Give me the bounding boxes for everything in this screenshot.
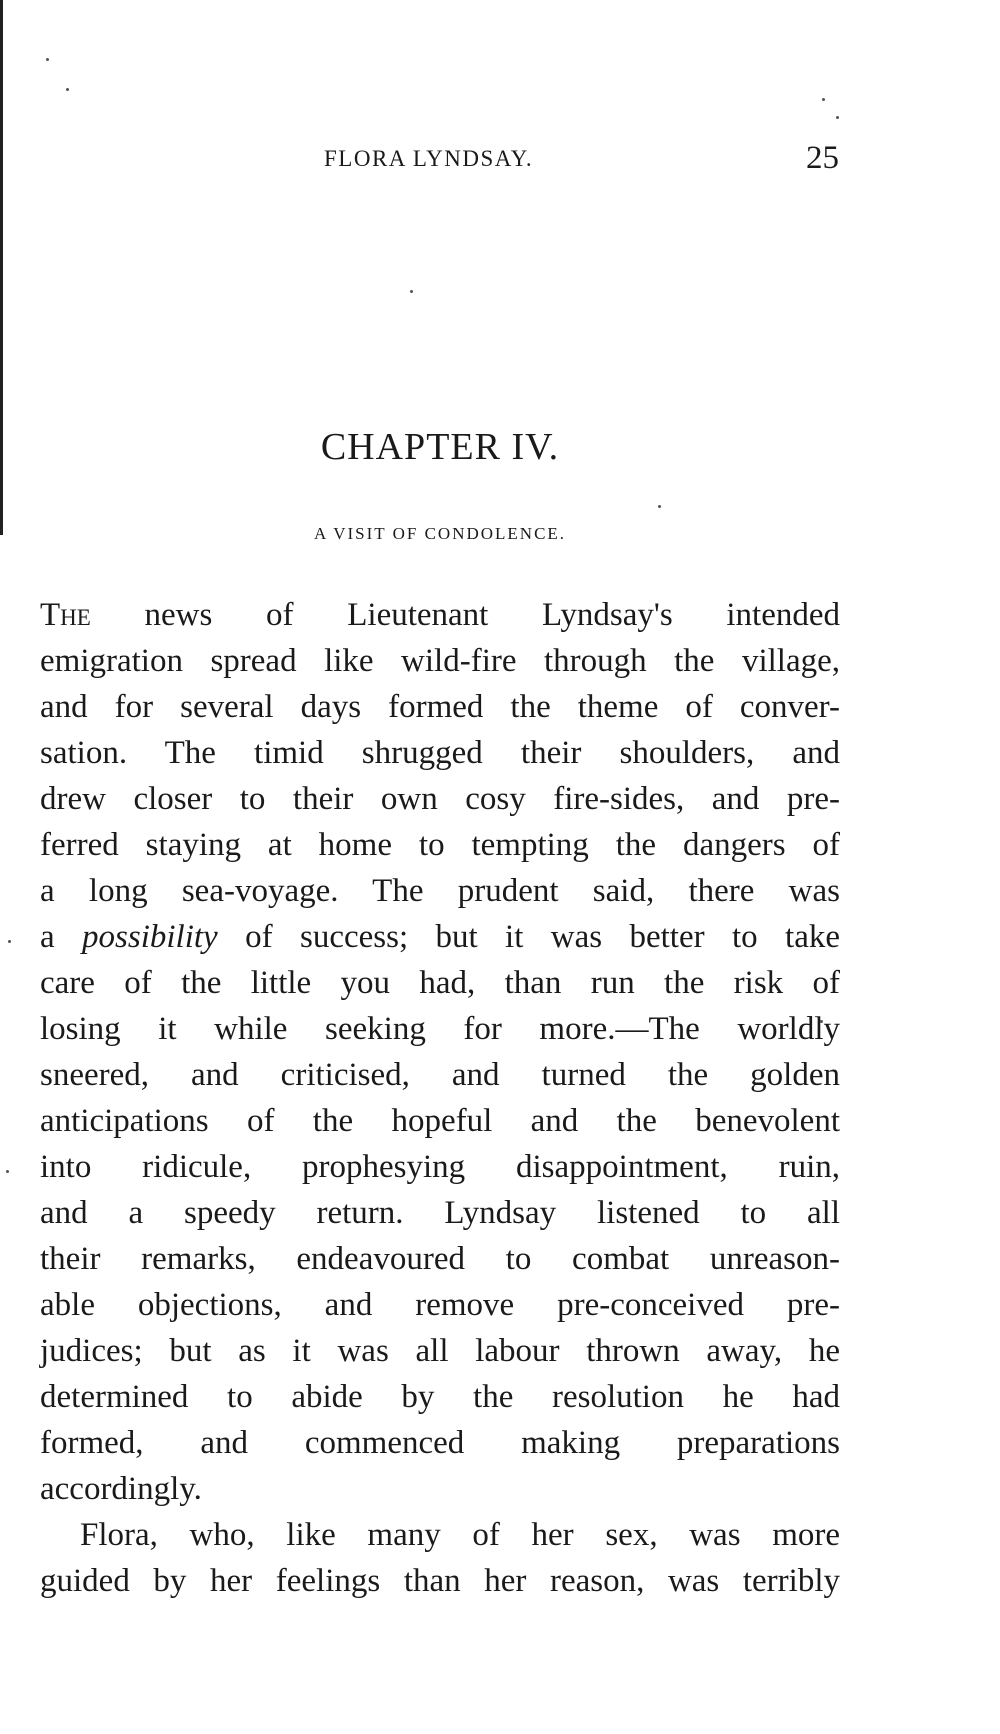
text-line: Flora, who, like many of her sex, was more <box>80 1517 840 1553</box>
scan-speck <box>46 58 49 61</box>
text-line: emigration spread like wild-fire through the village, <box>40 643 840 679</box>
body-text <box>40 592 840 1604</box>
text-fragment: of success; but it was better to take <box>217 919 840 955</box>
text-line: able objections, and remove pre-conceived pre- <box>40 1287 840 1323</box>
text-line: judices; but as it was all labour thrown away, he <box>40 1333 840 1369</box>
scan-speck <box>8 940 11 943</box>
text-line: into ridicule, prophesying disappointment, ruin, <box>40 1149 840 1185</box>
text-line: sneered, and criticised, and turned the golden <box>40 1057 840 1093</box>
scan-speck <box>836 116 839 119</box>
text-line: formed, and commenced making preparations <box>40 1425 840 1461</box>
chapter-title: CHAPTER IV. <box>320 426 560 468</box>
text-line: determined to abide by the resolution he had <box>40 1379 840 1415</box>
text-line: sation. The timid shrugged their shoulders, and <box>40 735 840 771</box>
italic-word: possibility <box>82 919 218 955</box>
running-title: FLORA LYNDSAY. <box>324 146 534 171</box>
scan-speck <box>6 1170 9 1173</box>
page-number: 25 <box>806 140 839 176</box>
running-head <box>0 142 1000 182</box>
scan-speck <box>410 290 413 293</box>
text-line: drew closer to their own cosy fire-sides, and pre- <box>40 781 840 817</box>
text-line: their remarks, endeavoured to combat unreason- <box>40 1241 840 1277</box>
text-fragment: a <box>40 919 83 955</box>
text-line: a long sea-voyage. The prudent said, there was <box>40 873 840 909</box>
scan-speck <box>822 98 825 101</box>
text-line: and for several days formed the theme of conver- <box>40 689 840 725</box>
text-line <box>40 914 840 960</box>
text-line: ferred staying at home to tempting the dangers of <box>40 827 840 863</box>
drop-word: The <box>40 597 91 633</box>
text-line: losing it while seeking for more.—The worldly <box>40 1011 840 1047</box>
scan-speck <box>658 505 661 508</box>
text-line: anticipations of the hopeful and the benevolent <box>40 1103 840 1139</box>
text-line <box>40 592 840 638</box>
text-line-rest: news of Lieutenant Lyndsay's intended <box>90 597 840 633</box>
text-line: and a speedy return. Lyndsay listened to all <box>40 1195 840 1231</box>
scan-speck <box>66 88 69 91</box>
text-line: care of the little you had, than run the risk of <box>40 965 840 1001</box>
text-line: guided by her feelings than her reason, was terribly <box>40 1563 840 1599</box>
text-line: accordingly. <box>40 1471 202 1507</box>
chapter-subtitle: A VISIT OF CONDOLENCE. <box>313 524 567 543</box>
